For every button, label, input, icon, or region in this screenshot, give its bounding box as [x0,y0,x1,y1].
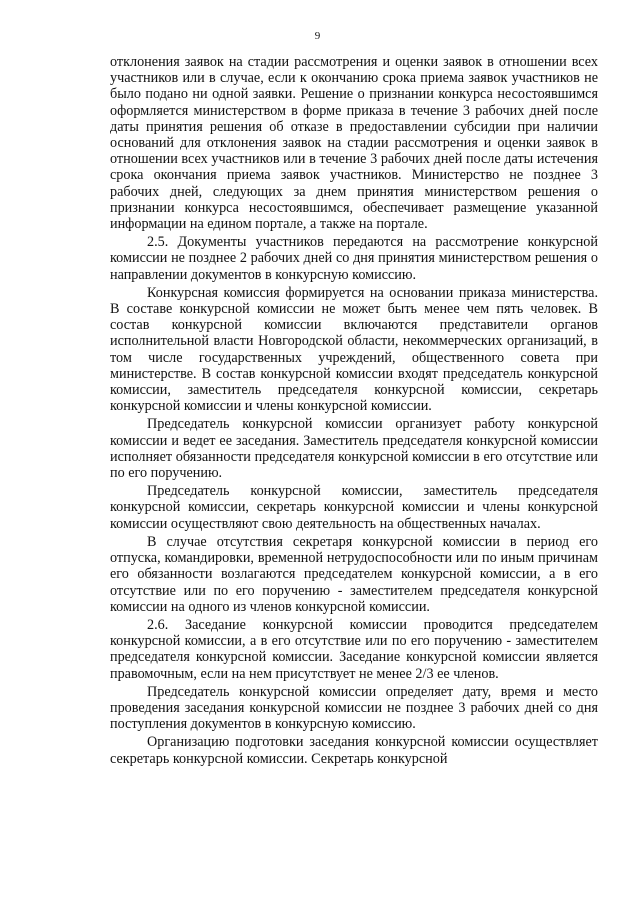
paragraph-secretary-absence: В случае отсутствия секретаря конкурсной комиссии в период его отпуска, командировки, временной нетрудоспособности или по иным причинам его обязанности возлагаются председателем конкурсной комиссии, а в его отсутствие или по его поручению - заместителем председателя конкурсной комиссии на одного из членов конкурсной комиссии. [110,533,598,615]
paragraph-meeting-preparation: Организацию подготовки заседания конкурсной комиссии осуществляет секретарь конкурсной комиссии. Секретарь конкурсной [110,734,598,767]
paragraph-2-6: 2.6. Заседание конкурсной комиссии проводится председателем конкурсной комиссии, а в его отсутствие или по его поручению - заместителем председателя конкурсной комиссии. Заседание конкурсной комиссии является правомочным, если на нем присутствует не менее 2/3 ее членов. [110,616,598,682]
document-body [110,54,598,769]
paragraph-meeting-date: Председатель конкурсной комиссии определяет дату, время и место проведения заседания конкурсной комиссии не позднее 3 рабочих дней со дня поступления документов в конкурсную комиссию. [110,683,598,733]
paragraph-continuation: отклонения заявок на стадии рассмотрения и оценки заявок в отношении всех участников или в случае, если к окончанию срока приема заявок участников не было подано ни одной заявки. Решение о признании конкурса несостоявшимся оформляется министерством в форме приказа в течение 3 рабочих дней после даты принятия решения об отказе в предоставлении субсидии при наличии оснований для отклонения заявок на стадии рассмотрения и оценки заявок в отношении всех участников или в течение 3 рабочих дней после даты истечения срока окончания приема заявок участников. Министерство не позднее 3 рабочих дней, следующих за днем принятия министерством решения о признании конкурса несостоявшимся, обеспечивает размещение указанной информации на едином портале, а также на портале. [110,54,598,233]
page-number: 9 [314,30,321,42]
paragraph-voluntary-basis: Председатель конкурсной комиссии, заместитель председателя конкурсной комиссии, секретарь конкурсной комиссии и члены конкурсной комиссии осуществляют свою деятельность на общественных началах. [110,483,598,532]
paragraph-commission-formation: Конкурсная комиссия формируется на основании приказа министерства. В составе конкурсной комиссии не может быть менее чем пять человек. В состав конкурсной комиссии включаются представители органов исполнительной власти Новгородской области, некоммерческих организаций, в том числе государственных учреждений, общественного совета при министерстве. В состав конкурсной комиссии входят председатель конкурсной комиссии, заместитель председателя конкурсной комиссии, секретарь конкурсной комиссии и члены конкурсной комиссии. [110,284,598,415]
paragraph-2-5: 2.5. Документы участников передаются на рассмотрение конкурсной комиссии не позднее 2 рабочих дней со дня принятия министерством решения о направлении документов в конкурсную комиссию. [110,234,598,283]
paragraph-chairman-duties: Председатель конкурсной комиссии организует работу конкурсной комиссии и ведет ее заседания. Заместитель председателя конкурсной комиссии исполняет обязанности председателя конкурсной комиссии в его отсутствие или по его поручению. [110,416,598,482]
